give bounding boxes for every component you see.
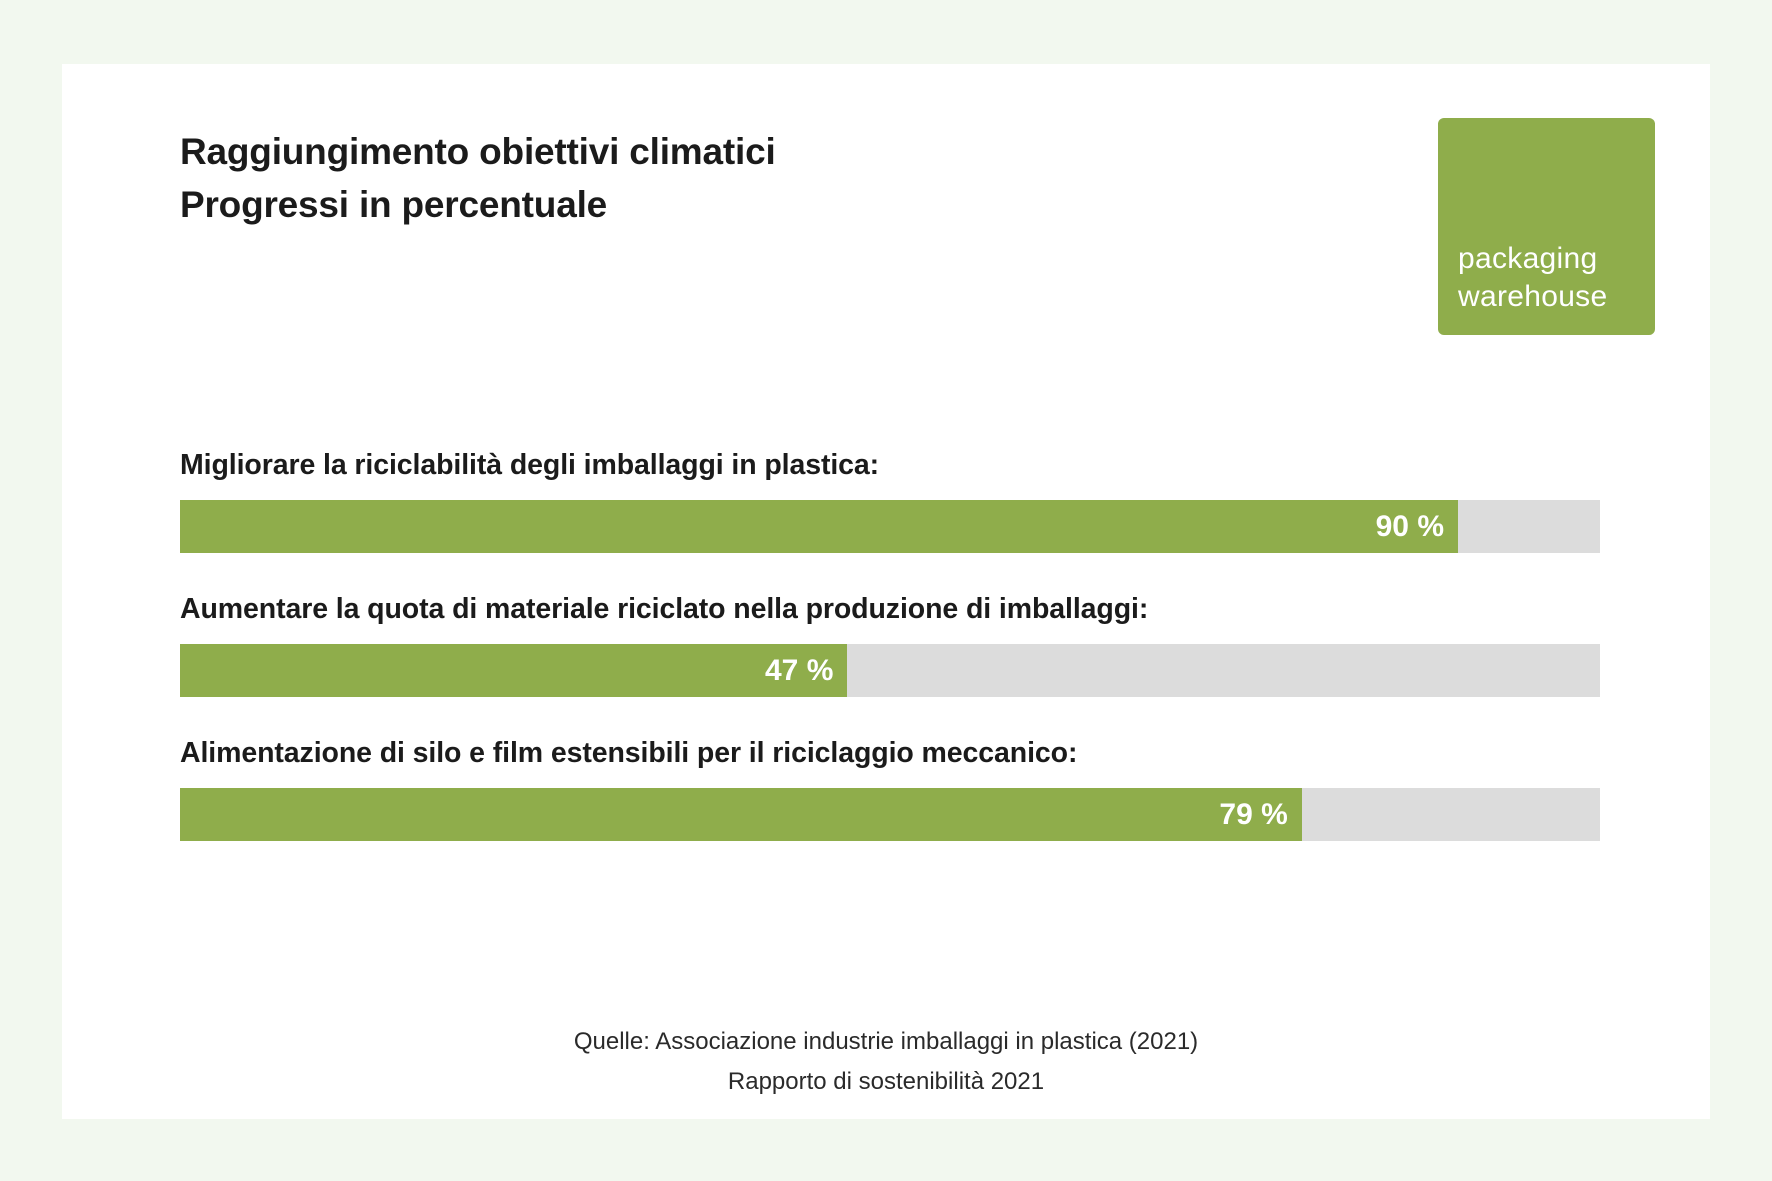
logo-text-line-1: packaging — [1458, 242, 1598, 275]
source-line-2: Rapporto di sostenibilità 2021 — [727, 1067, 1045, 1095]
bar-chart — [180, 449, 1600, 881]
header — [180, 126, 1610, 231]
page-title-line-2: Progressi in percentuale — [180, 183, 608, 225]
slide-card — [62, 64, 1710, 1119]
logo-text — [1458, 240, 1607, 315]
bar-value-label: 47 % — [765, 653, 834, 687]
bar-track — [180, 500, 1600, 553]
bar-chart-item — [180, 449, 1600, 553]
logo-text-line-2: warehouse — [1458, 279, 1608, 313]
bar-chart-item — [180, 737, 1600, 841]
source-note — [62, 1022, 1710, 1101]
packaging-warehouse-logo — [1438, 118, 1655, 335]
bar-label: Alimentazione di silo e film estensibili per il riciclaggio meccanico: — [180, 737, 1078, 769]
bar-label: Aumentare la quota di materiale riciclato nella produzione di imballaggi: — [180, 593, 1149, 625]
source-line-1: Quelle: Associazione industrie imballaggi in plastica (2021) — [573, 1028, 1199, 1055]
bar-value-label: 79 % — [1219, 797, 1288, 831]
bar-track — [180, 644, 1600, 697]
bar-fill — [180, 788, 1302, 841]
bar-fill — [180, 644, 847, 697]
bar-label: Migliorare la riciclabilità degli imballaggi in plastica: — [180, 449, 880, 481]
bar-chart-item — [180, 593, 1600, 697]
bar-track — [180, 788, 1600, 841]
page-title-line-1: Raggiungimento obiettivi climatici — [180, 131, 776, 172]
bar-value-label: 90 % — [1375, 509, 1444, 543]
page-title — [180, 126, 1610, 231]
bar-fill — [180, 500, 1458, 553]
